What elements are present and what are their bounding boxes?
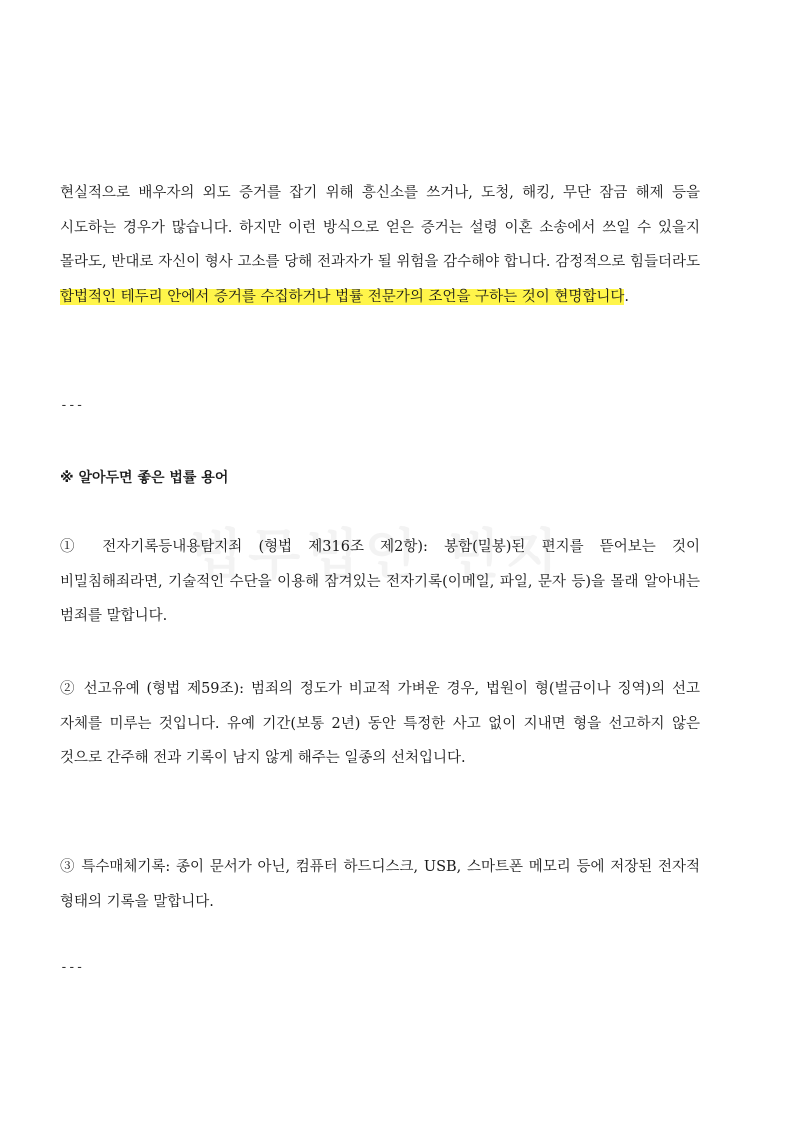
glossary-heading: ※ 알아두면 좋은 법률 용어: [60, 470, 229, 486]
glossary-item-1: ① 전자기록등내용탐지죄 (형법 제316조 제2항): 봉함(밀봉)된 편지를 뜯어보는 것이 비밀침해죄라면, 기술적인 수단을 이용해 잠겨있는 전자기록(이메일, 파일, 문자 등)을 몰래 알아내는 범죄를 말합니다.: [60, 539, 700, 624]
separator-1: ---: [60, 398, 84, 413]
highlighted-advice: 합법적인 테두리 안에서 증거를 수집하거나 법률 전문가의 조언을 구하는 것이 현명합니다: [60, 288, 625, 305]
intro-period: .: [624, 288, 629, 305]
glossary-item-2: ② 선고유예 (형법 제59조): 범죄의 정도가 비교적 가벼운 경우, 법원이 형(벌금이나 징역)의 선고 자체를 미루는 것입니다. 유예 기간(보통 2년) 동안 특정한 사고 없이 지내면 형을 선고하지 않은 것으로 간주해 전과 기록이 남지 않게 해주는 일종의 선처입니다.: [60, 681, 700, 766]
separator-2: ---: [60, 960, 84, 975]
intro-paragraph: [60, 176, 700, 314]
intro-text: 현실적으로 배우자의 외도 증거를 잡기 위해 흥신소를 쓰거나, 도청, 해킹, 무단 잠금 해제 등을 시도하는 경우가 많습니다. 하지만 이런 방식으로 얻은 증거는 설령 이혼 소송에서 쓰일 수 있을지 몰라도, 반대로 자신이 형사 고소를 당해 전과자가 될 위험을 감수해야 합니다. 감정적으로 힘들더라도: [60, 185, 700, 270]
glossary-item-3: ③ 특수매체기록: 종이 문서가 아닌, 컴퓨터 하드디스크, USB, 스마트폰 메모리 등에 저장된 전자적 형태의 기록을 말합니다.: [60, 859, 700, 910]
